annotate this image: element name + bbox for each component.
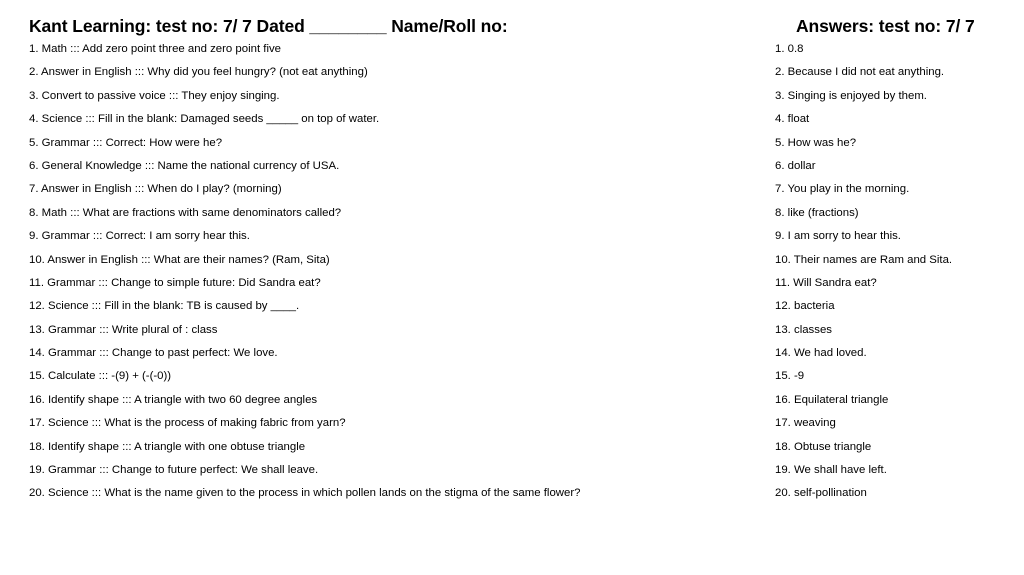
question-item: 6. General Knowledge ::: Name the national currency of USA.: [29, 159, 340, 172]
question-item: 9. Grammar ::: Correct: I am sorry hear this.: [29, 230, 250, 243]
question-item: 5. Grammar ::: Correct: How were he?: [29, 136, 223, 149]
question-item: 2. Answer in English ::: Why did you feel hungry? (not eat anything): [29, 66, 368, 79]
question-item: 3. Convert to passive voice ::: They enjoy singing.: [29, 89, 280, 102]
question-item: 10. Answer in English ::: What are their names? (Ram, Sita): [29, 253, 330, 266]
answer-item: 14. We had loved.: [775, 347, 867, 360]
answer-item: 8. like (fractions): [775, 206, 859, 219]
answer-item: 16. Equilateral triangle: [775, 393, 889, 406]
answer-item: 12. bacteria: [775, 300, 835, 313]
question-item: 14. Grammar ::: Change to past perfect: We love.: [29, 347, 278, 360]
answer-item: 2. Because I did not eat anything.: [775, 66, 945, 79]
answer-list: [775, 41, 1015, 509]
answer-item: 1. 0.8: [775, 43, 804, 55]
answer-item: 5. How was he?: [775, 136, 857, 149]
question-item: 16. Identify shape ::: A triangle with two 60 degree angles: [29, 393, 318, 406]
answer-item: 13. classes: [775, 323, 832, 336]
answer-item: 4. float: [775, 113, 810, 126]
question-item: 8. Math ::: What are fractions with same denominators called?: [29, 206, 342, 219]
question-item: 1. Math ::: Add zero point three and zero point five: [29, 43, 282, 55]
question-item: 12. Science ::: Fill in the blank: TB is caused by ____.: [29, 300, 300, 313]
answer-item: 3. Singing is enjoyed by them.: [775, 89, 927, 102]
answer-item: 6. dollar: [775, 159, 816, 172]
answer-item: 17. weaving: [775, 417, 836, 430]
answers-title: Answers: test no: 7/ 7: [796, 16, 975, 36]
answer-item: 20. self-pollination: [775, 487, 867, 500]
answer-item: 10. Their names are Ram and Sita.: [775, 253, 953, 266]
answer-item: 7. You play in the morning.: [775, 183, 910, 196]
question-item: 17. Science ::: What is the process of making fabric from yarn?: [29, 417, 346, 430]
question-item: 18. Identify shape ::: A triangle with one obtuse triangle: [29, 440, 306, 453]
question-item: 4. Science ::: Fill in the blank: Damaged seeds _____ on top of water.: [29, 113, 380, 126]
question-list: [29, 41, 764, 509]
question-item: 7. Answer in English ::: When do I play? (morning): [29, 183, 282, 196]
answer-item: 19. We shall have left.: [775, 464, 887, 477]
test-title: Kant Learning: test no: 7/ 7 Dated ________ Name/Roll no:: [29, 16, 508, 36]
question-item: 13. Grammar ::: Write plural of : class: [29, 323, 218, 336]
question-item: 20. Science ::: What is the name given to the process in which pollen lands on the stigma of the same flower?: [29, 487, 581, 500]
question-item: 15. Calculate ::: -(9) + (-(-0)): [29, 370, 172, 383]
answer-item: 18. Obtuse triangle: [775, 440, 872, 453]
question-item: 11. Grammar ::: Change to simple future: Did Sandra eat?: [29, 276, 321, 289]
answer-item: 15. -9: [775, 370, 805, 383]
answer-item: 9. I am sorry to hear this.: [775, 230, 901, 243]
answer-item: 11. Will Sandra eat?: [775, 276, 877, 289]
question-item: 19. Grammar ::: Change to future perfect: We shall leave.: [29, 464, 319, 477]
